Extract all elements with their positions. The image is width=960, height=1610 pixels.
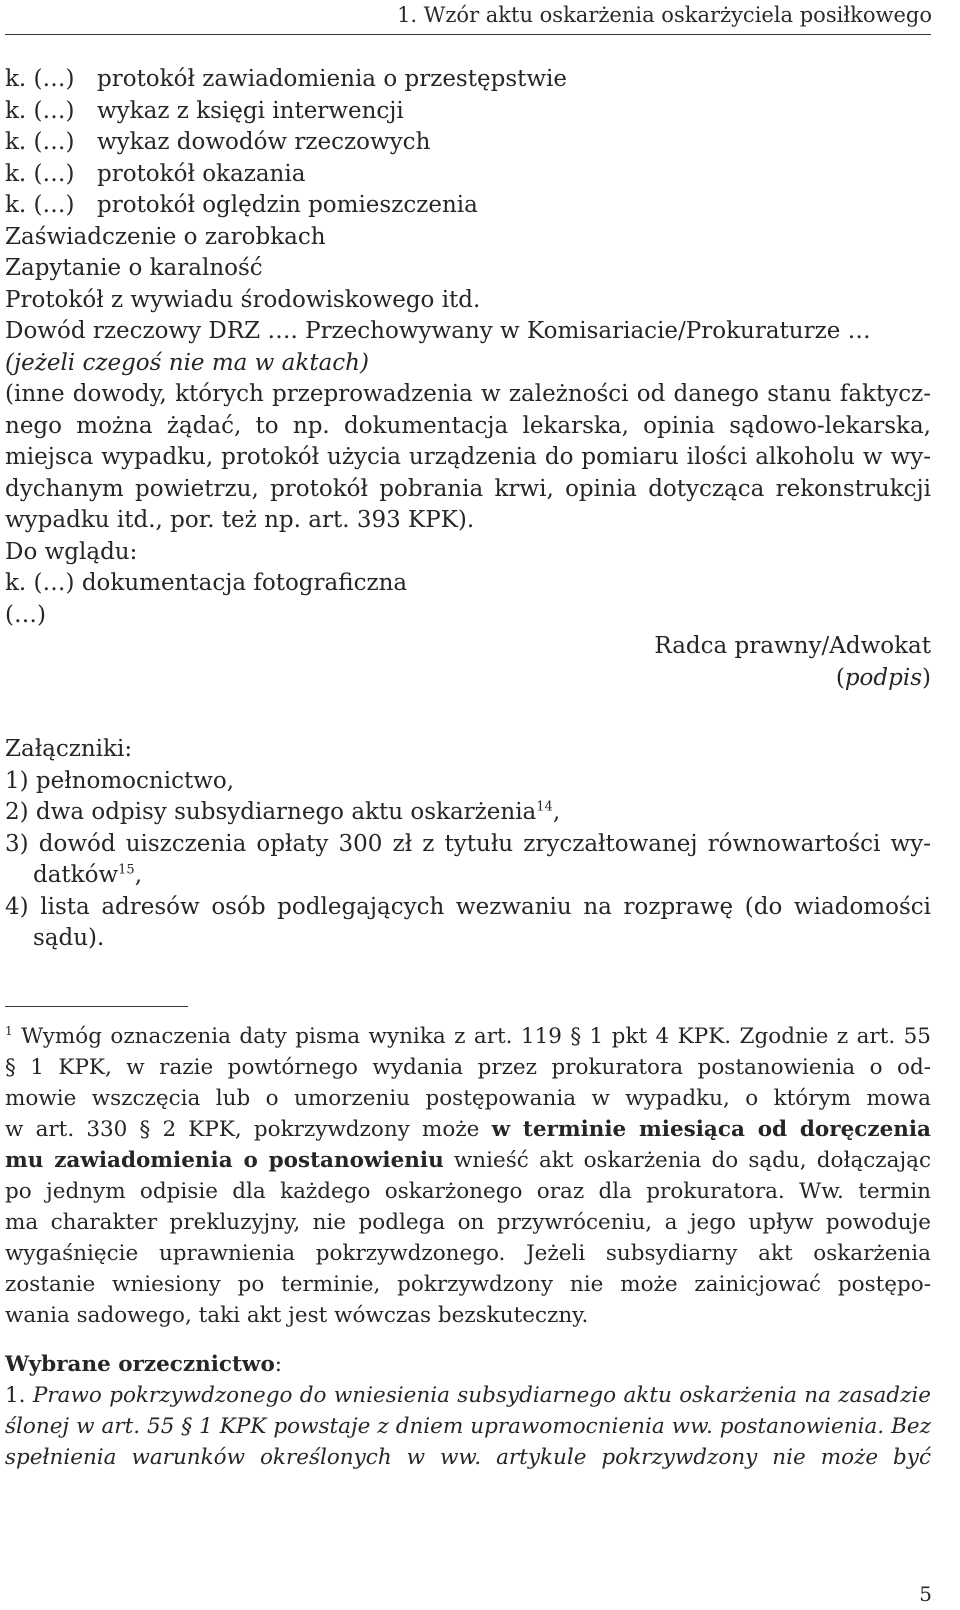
bold-text: mu zawiadomienia o postanowieniu (5, 1147, 444, 1173)
case-law-line: ślonej w art. 55 § 1 KPK powstaje z dniem uprawomocnienia ww. postanowienia. Bez (5, 1413, 931, 1439)
paragraph-line: wypadku itd., por. też np. art. 393 KPK). (5, 507, 475, 533)
footnote-line: zostanie wniesiony po terminie, pokrzywdzony nie może zainicjować postępo- (5, 1271, 931, 1297)
footnote-ref: 15 (118, 862, 135, 878)
spacer (5, 1331, 931, 1349)
paragraph-line: miejsca wypadku, protokół użycia urządzenia do pomiaru ilości alkoholu w wy- (5, 444, 931, 470)
attachment-item: 3) dowód uiszczenia opłaty 300 zł z tytułu zryczałtowanej równowartości wy- (5, 830, 931, 857)
paragraph-line: dychanym powietrzu, protokół pobrania krwi, opinia dotycząca rekonstrukcji (5, 475, 931, 502)
signature-italic: podpis (844, 664, 923, 691)
case-law-line: 1. Prawo pokrzywdzonego do wniesienia subsydiarnego aktu oskarżenia na zasadzie (5, 1382, 931, 1408)
footnote-line: w art. 330 § 2 KPK, pokrzywdzony może w terminie miesiąca od doręczenia (5, 1116, 931, 1142)
evidence-text: wykaz dowodów rzeczowych (97, 129, 431, 155)
footnote-ref: 14 (536, 799, 553, 815)
footnote-line: wania sadowego, taki akt jest wówczas bezskuteczny. (5, 1302, 589, 1328)
footnote-line: po jednym odpisie dla każdego oskarżonego oraz dla prokuratora. Ww. termin (5, 1178, 931, 1204)
footnote-line: mowie wszczęcia lub o umorzeniu postępowania w wypadku, o którym mowa (5, 1085, 931, 1111)
attachments-heading: Załączniki: (5, 736, 133, 762)
attachment-item: 4) lista adresów osób podlegających wezwaniu na rozprawę (do wiadomości (5, 893, 931, 920)
footnote-rule (5, 1006, 188, 1007)
body-line: Zaświadczenie o zarobkach (5, 223, 326, 250)
card-ref: k. (…) (5, 97, 75, 124)
evidence-item (5, 127, 931, 159)
paragraph-line: (inne dowody, których przeprowadzenia w zależności od danego stanu faktycz- (5, 381, 931, 407)
card-ref: k. (…) (5, 160, 75, 187)
italic-note: (jeżeli czegoś nie ma w aktach) (5, 349, 369, 376)
attachments-section (5, 734, 931, 955)
inspection-ellipsis: (…) (5, 601, 46, 628)
attachment-item-cont: datków$^{15}$, (33, 862, 143, 888)
inspection-item: k. (…) dokumentacja fotograficzna (5, 570, 408, 596)
evidence-item (5, 159, 931, 191)
card-ref: k. (…) (5, 192, 75, 218)
footnote (5, 1021, 931, 1331)
evidence-item (5, 64, 931, 96)
paragraph-line: nego można żądać, to np. dokumentacja lekarska, opinia sądowo-lekarska, (5, 412, 931, 439)
bold-text: w terminie miesiąca od doręczenia (491, 1116, 931, 1142)
other-evidence-paragraph (5, 379, 931, 537)
evidence-text: protokół oględzin pomieszczenia (97, 192, 478, 218)
card-ref: k. (…) (5, 66, 75, 92)
signature-label: (podpis) (835, 664, 931, 691)
card-ref: k. (…) (5, 129, 75, 155)
running-header: 1. Wzór aktu oskarżenia oskarżyciela posiłkowego (397, 3, 932, 27)
header-rule (5, 34, 931, 35)
evidence-item (5, 190, 931, 222)
case-law-line: spełnienia warunków określonych w ww. artykule pokrzywdzony nie może być (5, 1444, 931, 1470)
page-number: 5 (919, 1582, 932, 1606)
attachment-item: 2) dwa odpisy subsydiarnego aktu oskarżenia$^{14}$, (5, 799, 561, 825)
body-line: Protokół z wywiadu środowiskowego itd. (5, 286, 481, 313)
evidence-list (5, 64, 931, 222)
footnote-line: § 1 KPK, w razie powtórnego wydania przez prokuratora postanowienia o od- (5, 1054, 931, 1080)
attachment-item: 1) pełnomocnictwo, (5, 767, 235, 794)
evidence-item (5, 96, 931, 128)
evidence-text: protokół zawiadomienia o przestępstwie (97, 66, 568, 92)
footnote-marker: 1 (5, 1023, 13, 1038)
footnote-line: wygaśnięcie uprawnienia pokrzywdzonego. Jeżeli subsydiarny akt oskarżenia (5, 1240, 931, 1266)
footnote-line: $^1$ Wymóg oznaczenia daty pisma wynika z art. 119 § 1 pkt 4 KPK. Zgodnie z art. 55 (5, 1023, 931, 1049)
page-content (5, 64, 931, 1473)
body-line: Dowód rzeczowy DRZ …. Przechowywany w Komisariacie/Prokuraturze … (5, 318, 871, 344)
attachment-item-cont: sądu). (33, 925, 105, 951)
inspection-heading: Do wglądu: (5, 538, 138, 565)
body-line: Zapytanie o karalność (5, 255, 263, 281)
evidence-text: protokół okazania (97, 160, 306, 187)
case-law-section (5, 1349, 931, 1473)
spacer (5, 694, 931, 734)
evidence-text: wykaz z księgi interwencji (97, 97, 404, 124)
signature-title: Radca prawny/Adwokat (654, 633, 931, 659)
footnote-line: ma charakter prekluzyjny, nie podlega on przywróceniu, a jego upływ powoduje (5, 1209, 931, 1235)
footnote-line: mu zawiadomienia o postanowieniu wnieść akt oskarżenia do sądu, dołączając (5, 1147, 931, 1173)
case-law-heading: Wybrane orzecznictwo: (5, 1351, 283, 1377)
